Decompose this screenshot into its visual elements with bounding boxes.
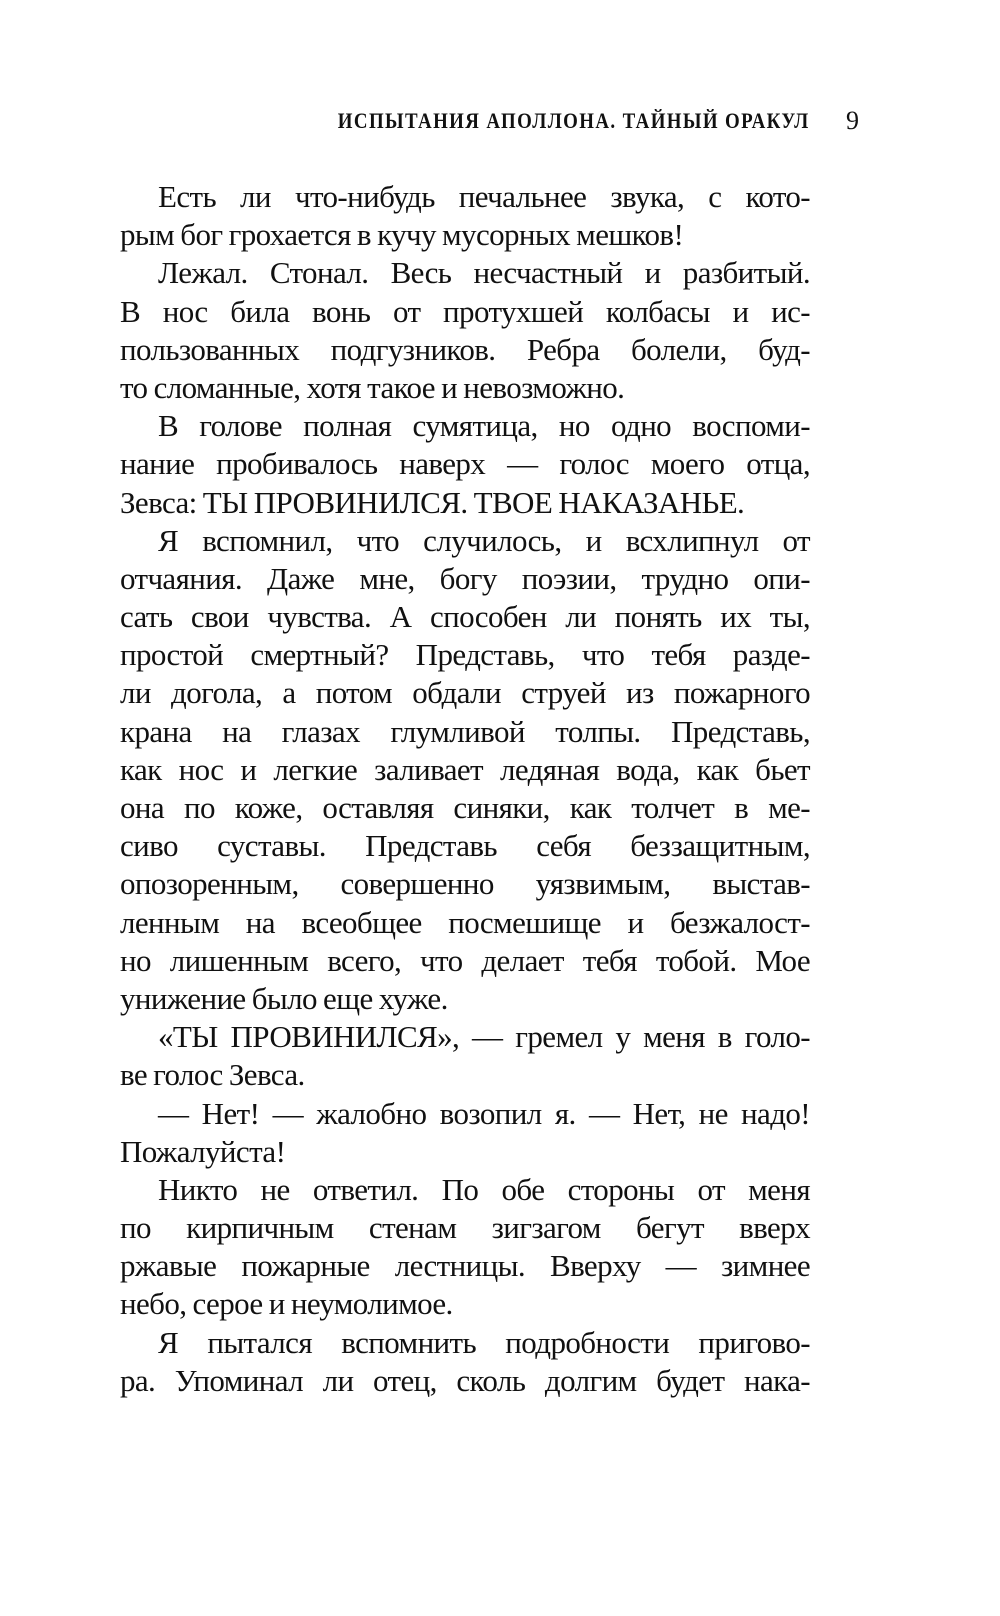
text-line: Пожалуйста! — [120, 1133, 286, 1169]
text-line: Я пытался вспомнить подробности пригово- — [158, 1324, 810, 1360]
body-text — [120, 178, 810, 1400]
text-line: Зевса: ТЫ ПРОВИНИЛСЯ. ТВОЕ НАКАЗАНЬЕ. — [120, 484, 745, 520]
text-line: ржавые пожарные лестницы. Вверху — зимнее — [120, 1248, 810, 1284]
text-line: то сломанные, хотя такое и невозможно. — [120, 369, 625, 405]
text-line: пользованных подгузников. Ребра болели, буд- — [120, 331, 810, 367]
text-line: сать свои чувства. А способен ли понять их ты, — [120, 599, 810, 635]
text-line: Есть ли что-нибудь печальнее звука, с кото- — [158, 179, 810, 214]
text-line: отчаяния. Даже мне, богу поэзии, трудно опи- — [120, 560, 810, 596]
text-line: сиво суставы. Представь себя беззащитным, — [120, 828, 810, 864]
text-line: «ТЫ ПРОВИНИЛСЯ», — гремел у меня в голо- — [158, 1019, 810, 1055]
text-line: крана на глазах глумливой толпы. Представь, — [120, 713, 810, 749]
text-line: унижение было еще хуже. — [120, 980, 448, 1016]
text-line: рым бог грохается в кучу мусорных мешков! — [120, 217, 684, 253]
text-line: как нос и легкие заливает ледяная вода, как бьет — [120, 751, 810, 787]
running-title: ИСПЫТАНИЯ АПОЛЛОНА. ТАЙНЫЙ ОРАКУЛ — [338, 108, 810, 133]
text-line: Я вспомнил, что случилось, и всхлипнул от — [158, 522, 810, 558]
page-number: 9 — [846, 106, 859, 135]
text-line: В голове полная сумятица, но одно воспоми- — [158, 408, 810, 444]
text-line: небо, серое и неумолимое. — [120, 1286, 453, 1322]
text-line: ленным на всеобщее посмешище и безжалост- — [120, 904, 810, 940]
text-line: ра. Упоминал ли отец, сколь долгим будет нака- — [120, 1362, 810, 1398]
running-head — [0, 104, 1000, 144]
text-line: нание пробивалось наверх — голос моего отца, — [120, 446, 810, 482]
text-line: Лежал. Стонал. Весь несчастный и разбитый. — [158, 255, 810, 291]
text-line: ли догола, а потом обдали струей из пожарного — [120, 675, 810, 711]
text-line: опозоренным, совершенно уязвимым, выстав- — [120, 866, 810, 902]
text-line: но лишенным всего, что делает тебя тобой. Мое — [120, 942, 810, 978]
text-line: она по коже, оставляя синяки, как толчет в ме- — [120, 790, 810, 825]
text-line: В нос била вонь от протухшей колбасы и ис- — [120, 293, 810, 329]
text-line: Никто не ответил. По обе стороны от меня — [158, 1171, 810, 1207]
text-line: — Нет! — жалобно возопил я. — Нет, не надо! — [158, 1095, 810, 1131]
text-line: по кирпичным стенам зигзагом бегут вверх — [120, 1210, 810, 1246]
text-line: ве голос Зевса. — [120, 1057, 305, 1093]
text-line: простой смертный? Представь, что тебя разде- — [120, 637, 810, 673]
